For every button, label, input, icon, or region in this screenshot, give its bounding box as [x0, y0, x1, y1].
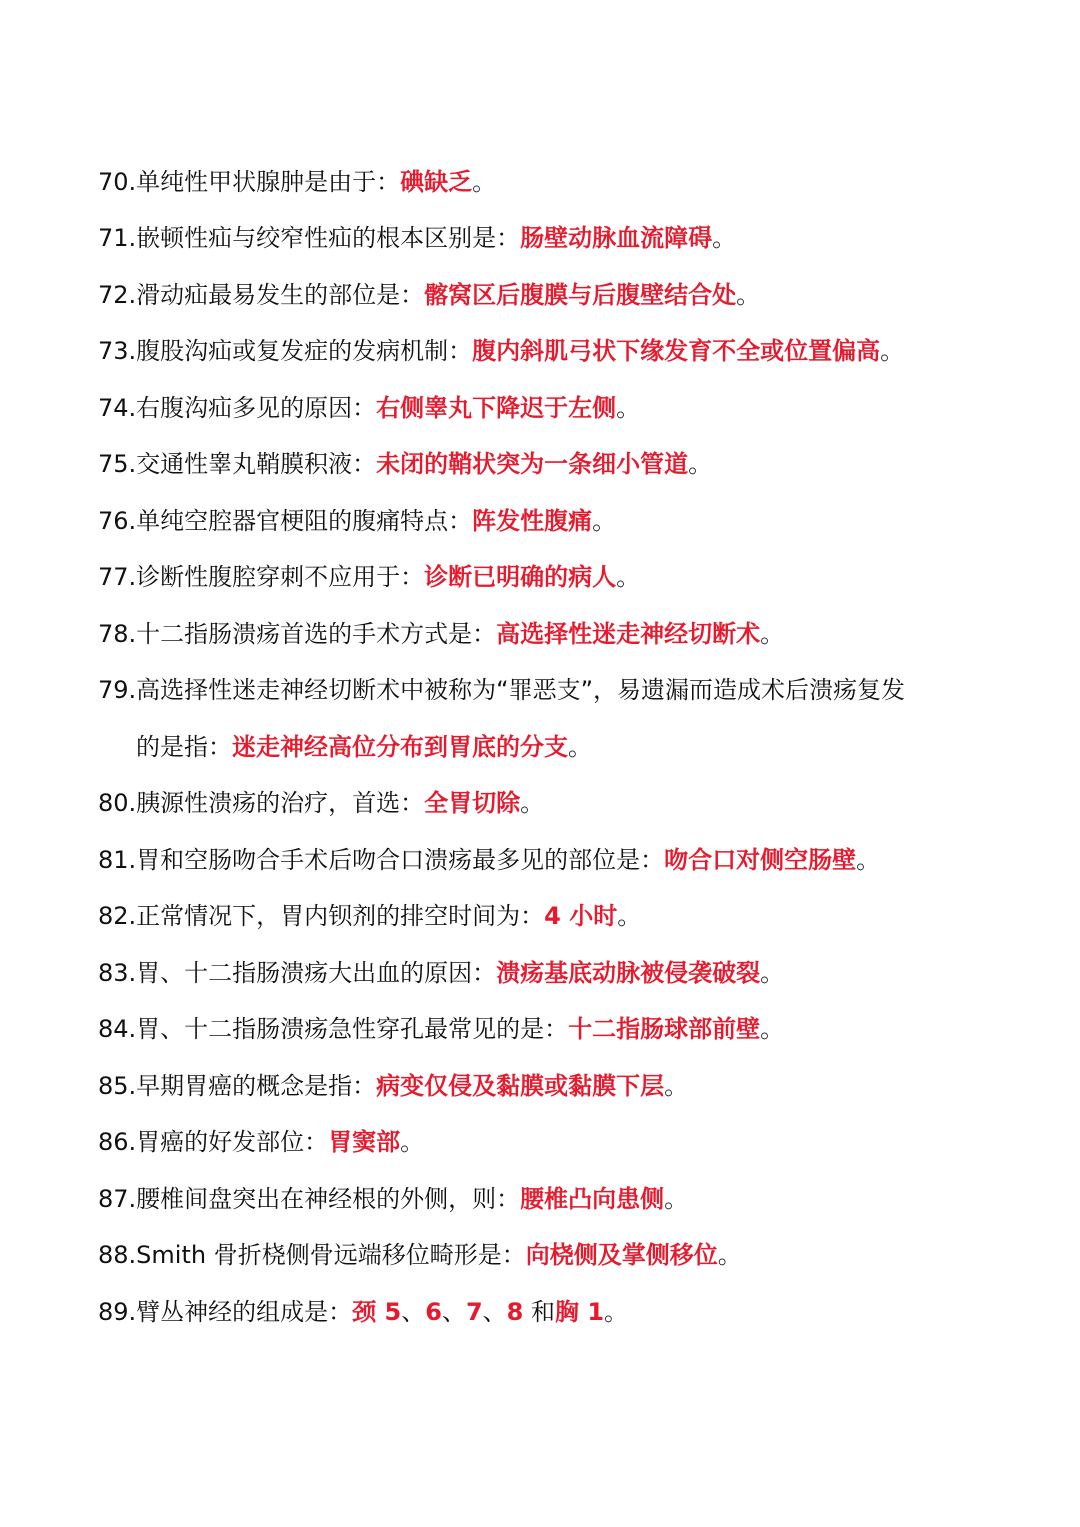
question-text: 73.腹股沟疝或复发症的发病机制：: [98, 337, 473, 365]
qa-line-74: [98, 393, 640, 423]
answer-text: 病变仅侵及黏膜或黏膜下层: [376, 1072, 665, 1100]
question-text: 82.正常情况下，胃内钡剂的排空时间为：: [98, 902, 545, 930]
qa-line-82: [98, 901, 641, 931]
line-end: 。: [712, 224, 737, 252]
question-text: 83.胃、十二指肠溃疡大出血的原因：: [98, 959, 497, 987]
answer-text: 8: [506, 1298, 524, 1326]
question-text: 75.交通性睾丸鞘膜积液：: [98, 450, 377, 478]
question-text: 的是指：: [136, 733, 232, 761]
question-text: 86.胃癌的好发部位：: [98, 1128, 329, 1156]
question-text: 78.十二指肠溃疡首选的手术方式是：: [98, 620, 497, 648]
qa-line-80: [98, 788, 544, 818]
separator: 、: [441, 1298, 466, 1326]
qa-line-83: [98, 958, 784, 988]
question-text: 84.胃、十二指肠溃疡急性穿孔最常见的是：: [98, 1015, 569, 1043]
qa-line-88: [98, 1240, 742, 1270]
qa-line-71: [98, 223, 736, 253]
answer-text: 颈 5: [352, 1298, 402, 1326]
qa-line-73: [98, 336, 904, 366]
line-end: 。: [568, 733, 592, 761]
question-text: 71.嵌顿性疝与绞窄性疝的根本区别是：: [98, 224, 521, 252]
qa-line-78: [98, 619, 784, 649]
answer-text: 吻合口对侧空肠壁: [664, 846, 857, 874]
line-end: 。: [664, 1185, 689, 1213]
line-end: 。: [664, 1072, 689, 1100]
question-text: 76.单纯空腔器官梗阻的腹痛特点：: [98, 507, 473, 535]
line-end: 。: [617, 902, 642, 930]
line-end: 。: [760, 959, 785, 987]
line-end: 。: [616, 563, 641, 591]
answer-text: 腹内斜肌弓状下缘发育不全或位置偏高: [472, 337, 881, 365]
question-text: 87.腰椎间盘突出在神经根的外侧，则：: [98, 1185, 521, 1213]
line-end: 。: [472, 168, 497, 196]
question-text: 81.胃和空肠吻合手术后吻合口溃疡最多见的部位是：: [98, 846, 665, 874]
answer-text: 胸 1: [554, 1298, 605, 1326]
answer-text: 碘缺乏: [400, 168, 473, 196]
line-end: 。: [736, 281, 761, 309]
question-text: 79.高选择性迷走神经切断术中被称为“罪恶支”，易遗漏而造成术后溃疡复发: [98, 676, 906, 704]
question-text: 74.右腹沟疝多见的原因：: [98, 394, 377, 422]
line-end: 。: [760, 620, 785, 648]
line-end: 。: [520, 789, 545, 817]
qa-line-85: [98, 1071, 688, 1101]
qa-line-77: [98, 562, 640, 592]
answer-text: 迷走神经高位分布到胃底的分支: [232, 733, 568, 761]
line-end: 。: [880, 337, 905, 365]
line-end: 。: [717, 1241, 742, 1269]
qa-line-89: [98, 1297, 628, 1327]
separator: 和: [523, 1298, 555, 1326]
answer-text: 腰椎凸向患侧: [520, 1185, 665, 1213]
qa-line-81: [98, 845, 880, 875]
answer-text: 7: [465, 1298, 483, 1326]
answer-text: 十二指肠球部前壁: [568, 1015, 761, 1043]
line-end: 。: [616, 394, 641, 422]
qa-line-75: [98, 449, 712, 479]
answer-text: 肠壁动脉血流障碍: [520, 224, 713, 252]
answer-text: 4 小时: [544, 902, 618, 930]
answer-text: 6: [425, 1298, 442, 1326]
question-text: 85.早期胃癌的概念是指：: [98, 1072, 377, 1100]
line-end: 。: [760, 1015, 785, 1043]
separator: 、: [401, 1298, 426, 1326]
qa-line-76: [98, 506, 616, 536]
answer-text: 胃窦部: [328, 1128, 401, 1156]
line-end: 。: [856, 846, 881, 874]
qa-line-79: [98, 675, 905, 705]
question-text: 80.胰源性溃疡的治疗，首选：: [98, 789, 425, 817]
qa-line-79-continued: [136, 732, 592, 762]
answer-text: 未闭的鞘状突为一条细小管道: [376, 450, 689, 478]
question-text: 89.臂丛神经的组成是：: [98, 1298, 353, 1326]
qa-line-84: [98, 1014, 784, 1044]
qa-line-72: [98, 280, 760, 310]
answer-text: 全胃切除: [424, 789, 521, 817]
question-text: 77.诊断性腹腔穿刺不应用于：: [98, 563, 425, 591]
qa-line-70: [98, 167, 496, 197]
question-text: 72.滑动疝最易发生的部位是：: [98, 281, 425, 309]
qa-line-86: [98, 1127, 424, 1157]
separator: 、: [482, 1298, 507, 1326]
line-end: 。: [400, 1128, 425, 1156]
line-end: 。: [592, 507, 617, 535]
line-end: 。: [688, 450, 713, 478]
answer-text: 阵发性腹痛: [472, 507, 593, 535]
answer-text: 溃疡基底动脉被侵袭破裂: [496, 959, 761, 987]
line-end: 。: [604, 1298, 629, 1326]
question-text: 70.单纯性甲状腺肿是由于：: [98, 168, 401, 196]
answer-text: 高选择性迷走神经切断术: [496, 620, 761, 648]
answer-text: 髂窝区后腹膜与后腹壁结合处: [424, 281, 737, 309]
answer-text: 右侧睾丸下降迟于左侧: [376, 394, 617, 422]
answer-text: 向桡侧及掌侧移位: [525, 1241, 718, 1269]
question-text: 88.Smith 骨折桡侧骨远端移位畸形是：: [98, 1241, 526, 1269]
answer-text: 诊断已明确的病人: [424, 563, 617, 591]
qa-line-87: [98, 1184, 688, 1214]
